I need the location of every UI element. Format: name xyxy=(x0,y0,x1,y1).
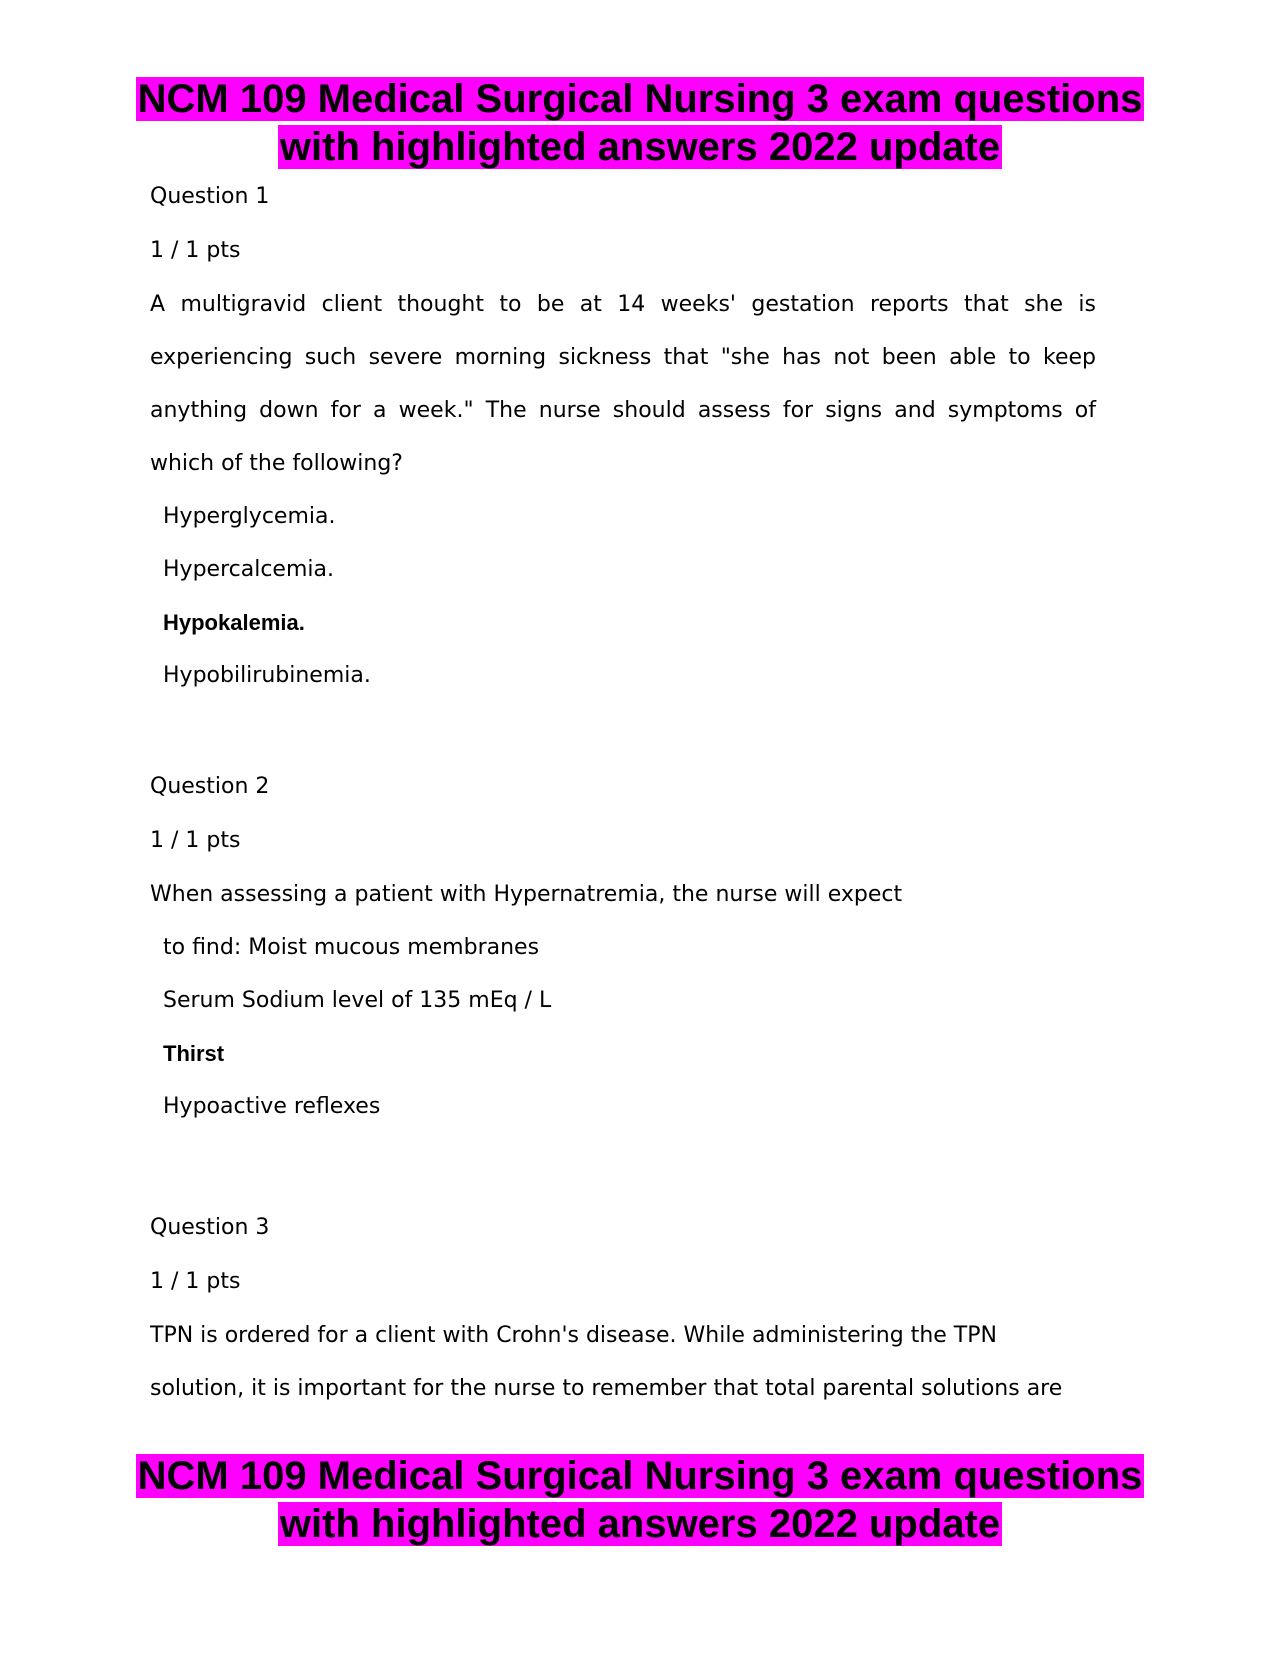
answer-options xyxy=(150,490,1096,702)
answer-option: Hypoactive reflexes xyxy=(163,1094,381,1119)
document-body xyxy=(150,170,1096,1415)
title-line-1: NCM 109 Medical Surgical Nursing 3 exam questions xyxy=(137,77,1143,121)
question-points: 1 / 1 pts xyxy=(150,1269,241,1294)
question-text: A multigravid client thought to be at 14 weeks' gestation reports that she is experiencing such severe morning sickness that "she has not been able to keep anything down for a week." The nurse should assess for signs and symptoms of which of the following? xyxy=(150,292,1096,476)
answer-option: Hypercalcemia. xyxy=(163,557,334,582)
question-label: Question 2 xyxy=(150,774,270,799)
title-line-2: with highlighted answers 2022 update xyxy=(279,125,1001,169)
document-title-footer xyxy=(130,1452,1150,1548)
question-label: Question 1 xyxy=(150,184,270,209)
question-3 xyxy=(150,1201,1096,1415)
correct-answer-option: Thirst xyxy=(163,1041,225,1066)
answer-option: Hyperglycemia. xyxy=(163,504,336,529)
spacer xyxy=(150,702,1096,760)
correct-answer-option: Hypokalemia. xyxy=(163,610,305,635)
answer-option: to find: Moist mucous membranes xyxy=(163,935,540,960)
question-label: Question 3 xyxy=(150,1215,270,1240)
question-1 xyxy=(150,170,1096,702)
question-text: When assessing a patient with Hypernatremia, the nurse will expect xyxy=(150,882,903,907)
question-text-line-1: TPN is ordered for a client with Crohn's disease. While administering the TPN xyxy=(150,1323,997,1348)
title-line-2: with highlighted answers 2022 update xyxy=(279,1502,1001,1546)
answer-option: Hypobilirubinemia. xyxy=(163,663,371,688)
question-points: 1 / 1 pts xyxy=(150,828,241,853)
title-line-1: NCM 109 Medical Surgical Nursing 3 exam questions xyxy=(137,1454,1143,1498)
spacer xyxy=(150,1133,1096,1201)
answer-options xyxy=(150,921,1096,1133)
answer-option: Serum Sodium level of 135 mEq / L xyxy=(163,988,552,1013)
question-2 xyxy=(150,760,1096,1133)
document-title-header xyxy=(130,75,1150,171)
question-points: 1 / 1 pts xyxy=(150,238,241,263)
question-text-line-2: solution, it is important for the nurse to remember that total parental solutions are xyxy=(150,1376,1063,1401)
